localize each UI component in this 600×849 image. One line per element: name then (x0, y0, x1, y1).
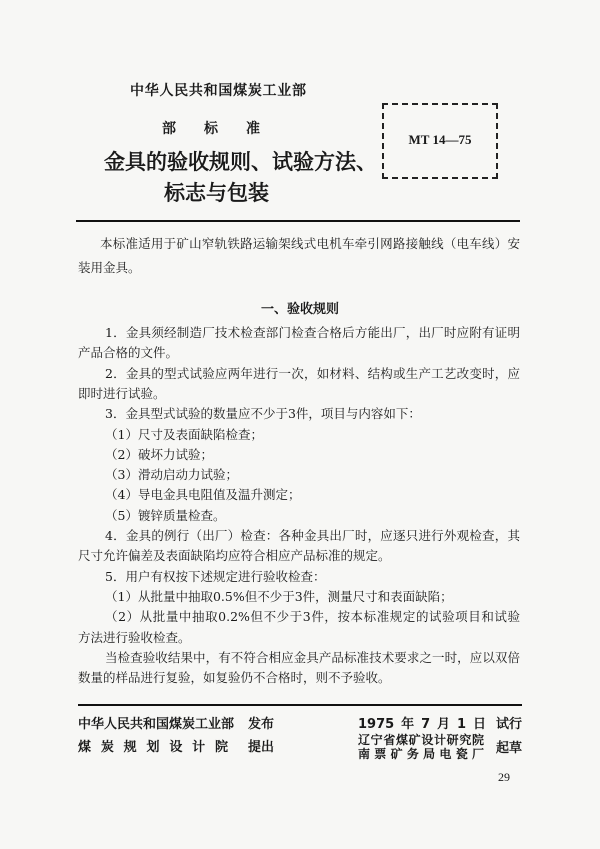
body-line: 当检查验收结果中，有不符合相应金具产品标准技术要求之一时，应以双倍 (105, 649, 520, 665)
footer-divider (78, 704, 522, 706)
body-line: （2）破坏力试验； (105, 446, 213, 462)
body-line: 尺寸允许偏差及表面缺陷均应符合相应产品标准的规定。 (78, 548, 391, 564)
body-line: （5）镀锌质量检查。 (105, 507, 226, 523)
body-line: 产品合格的文件。 (78, 345, 179, 361)
body-line: 1．金具须经制造厂技术检查部门检查合格后方能出厂，出厂时应附有证明 (105, 325, 520, 340)
body-line: （2）从批量中抽取0.2%但不少于3件，按本标准规定的试验项目和试验 (105, 609, 520, 625)
publish-label: 发布 (248, 717, 275, 732)
proposer: 煤炭规划设计院 (78, 740, 228, 755)
trial-label: 试行 (496, 717, 523, 732)
body-line: 数量的样品进行复验，如复验仍不合格时，则不予验收。 (78, 670, 391, 686)
intro-line: 装用金具。 (78, 260, 141, 275)
body-line: 5．用户有权按下述规定进行验收检查： (105, 568, 326, 584)
body-line: 方法进行验收检查。 (78, 629, 191, 645)
ministry-name: 中华人民共和国煤炭工业部 (130, 83, 306, 99)
effective-date: 1975年7月1日 (358, 717, 486, 732)
body-line: 即时进行试验。 (78, 385, 166, 401)
body-line: 3．金具型式试验的数量应不少于3件，项目与内容如下： (105, 406, 421, 422)
body-line: （3）滑动启动力试验； (105, 467, 238, 483)
body-line: （1）从批量中抽取0.5%但不少于3件，测量尺寸和表面缺陷； (105, 588, 453, 604)
body-line: （1）尺寸及表面缺陷检查； (105, 426, 263, 442)
standard-type: 部标准 (162, 121, 260, 137)
drafter-2: 南票矿务局电瓷厂 (358, 747, 484, 761)
propose-label: 提出 (248, 740, 275, 755)
draft-label: 起草 (496, 741, 523, 756)
standard-code: MT 14—75 (408, 132, 472, 147)
document-title-line2: 标志与包装 (164, 181, 269, 205)
section-title: 一、验收规则 (260, 302, 339, 317)
drafter-1: 辽宁省煤矿设计研究院 (358, 733, 484, 747)
standard-code-box (382, 103, 498, 179)
publisher: 中华人民共和国煤炭工业部 (78, 717, 235, 732)
intro-line: 本标准适用于矿山窄轨铁路运输架线式电机车牵引网路接触线（电车线）安 (100, 236, 520, 251)
body-line: 4．金具的例行（出厂）检查：各种金具出厂时，应逐只进行外观检查，其 (105, 528, 520, 543)
document-title-line1: 金具的验收规则、试验方法、 (104, 150, 377, 174)
page-number: 29 (498, 770, 510, 784)
body-line: （4）导电金具电阻值及温升测定； (105, 487, 301, 503)
body-line: 2．金具的型式试验应两年进行一次，如材料、结构或生产工艺改变时，应 (105, 365, 520, 381)
header-divider (76, 220, 520, 222)
